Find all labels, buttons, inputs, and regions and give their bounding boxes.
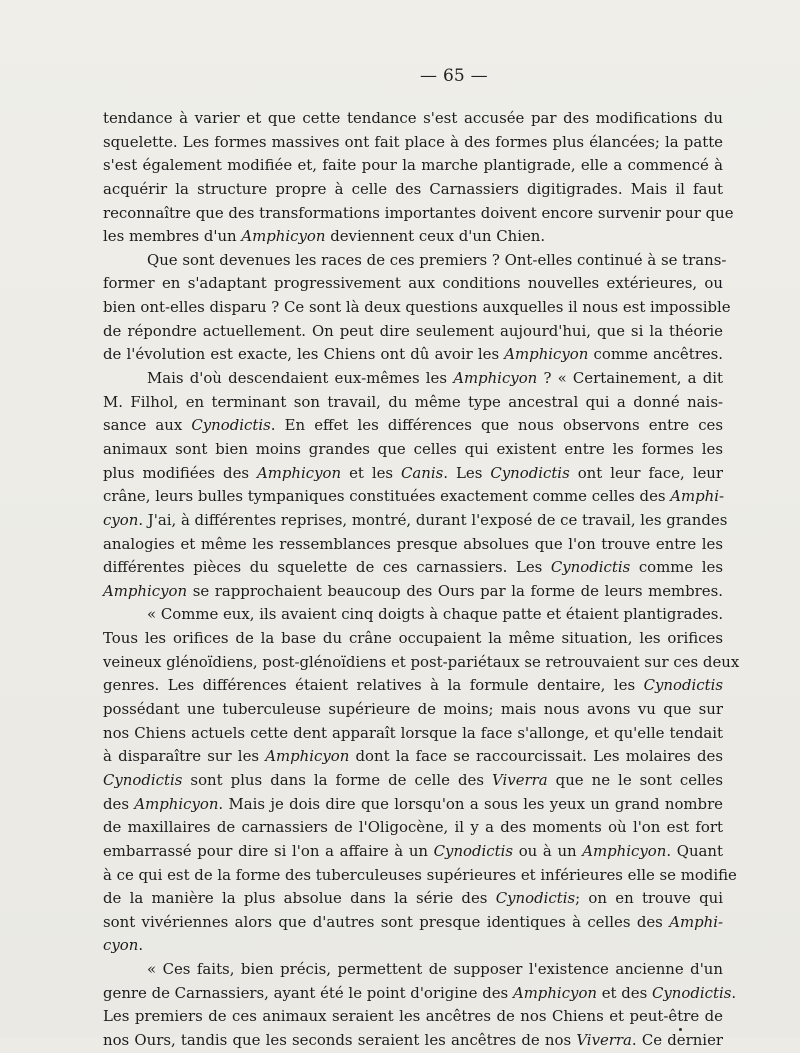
text-line: Cynodictis sont plus dans la forme de celle des Viverra que ne le sont celles [103,770,724,789]
text-line: Les premiers de ces animaux seraient les ancêtres de nos Chiens et peut-être de [103,1007,723,1026]
body-text [103,107,740,1053]
text-line: Mais d'où descendaient eux-mêmes les Amphicyon ? « Certainement, a dit [147,369,723,388]
text-line: genres. Les différences étaient relatives à la formule dentaire, les Cynodictis [103,676,723,695]
page-header [0,66,800,86]
text-line: nos Ours, tandis que les seconds seraient les ancêtres de nos Viverra. Ce dernier [103,1030,723,1049]
text-line: de la manière la plus absolue dans la série des Cynodictis; on en trouve qui [103,889,723,908]
text-line: tendance à varier et que cette tendance s'est accusée par des modifications du [103,109,723,127]
text-line: différentes pièces du squelette de ces carnassiers. Les Cynodictis comme les [103,558,723,577]
text-line: possédant une tuberculeuse supérieure de moins; mais nous avons vu que sur [103,700,723,719]
text-line: former en s'adaptant progressivement aux conditions nouvelles extérieures, ou [103,274,723,293]
text-line: « Ces faits, bien précis, permettent de supposer l'existence ancienne d'un [147,960,723,979]
text-line: reconnaître que des transformations importantes doivent encore survenir pour que [103,203,734,222]
text-line: crâne, leurs bulles tympaniques constituées exactement comme celles des Amphi- [103,487,725,506]
text-line: sance aux Cynodictis. En effet les différences que nous observons entre ces [103,416,723,435]
text-line: embarrassé pour dire si l'on a affaire à un Cynodictis ou à un Amphicyon. Quant [103,841,723,860]
page-speck [679,1028,682,1031]
text-line: à ce qui est de la forme des tuberculeuses supérieures et inférieures elle se modifie [103,865,737,884]
text-line: veineux glénoïdiens, post-glénoïdiens et post-pariétaux se retrouvaient sur ces deux [103,652,740,671]
text-line: les membres d'un Amphicyon deviennent ceux d'un Chien. [103,227,546,246]
header-dash-left: — [420,66,437,86]
text-line: cyon. [103,936,144,955]
text-line: analogies et même les ressemblances presque absolues que l'on trouve entre les [103,534,723,553]
text-line: de répondre actuellement. On peut dire seulement aujourd'hui, que si la théorie [103,321,723,340]
text-line: sont vivériennes alors que d'autres sont presque identiques à celles des Amphi- [103,912,723,931]
text-line: animaux sont bien moins grandes que celles qui existent entre les formes les [103,439,723,458]
text-line: genre de Carnassiers, ayant été le point d'origine des Amphicyon et des Cynodictis. [103,983,737,1002]
text-line: à disparaître sur les Amphicyon dont la face se raccourcissait. Les molaires des [103,747,723,766]
text-line: nos Chiens actuels cette dent apparaît lorsque la face s'allonge, et qu'elle tendait [103,723,723,742]
text-line: cyon. J'ai, à différentes reprises, montré, durant l'exposé de ce travail, les grandes [103,510,728,529]
text-line: s'est également modifiée et, faite pour la marche plantigrade, elle a commencé à [103,156,723,175]
text-line: Tous les orifices de la base du crâne occupaient la même situation, les orifices [103,629,723,648]
text-line: de maxillaires de carnassiers de l'Oligocène, il y a des moments où l'on est fort [103,818,723,837]
text-line: Que sont devenues les races de ces premiers ? Ont-elles continué à se trans- [147,250,727,269]
text-line: bien ont-elles disparu ? Ce sont là deux questions auxquelles il nous est impossible [103,298,731,317]
text-line: Amphicyon se rapprochaient beaucoup des Ours par la forme de leurs membres. [103,581,723,600]
page-number: 65 [443,66,465,86]
text-line: acquérir la structure propre à celle des Carnassiers digitigrades. Mais il faut [103,179,723,198]
text-line: de l'évolution est exacte, les Chiens ont dû avoir les Amphicyon comme ancêtres. [103,345,724,364]
text-line: « Comme eux, ils avaient cinq doigts à chaque patte et étaient plantigrades. [147,605,724,624]
header-dash-right: — [470,66,488,86]
text-line: squelette. Les formes massives ont fait place à des formes plus élancées; la patte [103,132,723,151]
text-line: des Amphicyon. Mais je dois dire que lorsqu'on a sous les yeux un grand nombre [103,794,723,813]
text-line: plus modifiées des Amphicyon et les Canis. Les Cynodictis ont leur face, leur [103,463,723,482]
text-line: M. Filhol, en terminant son travail, du même type ancestral qui a donné nais- [103,392,723,411]
